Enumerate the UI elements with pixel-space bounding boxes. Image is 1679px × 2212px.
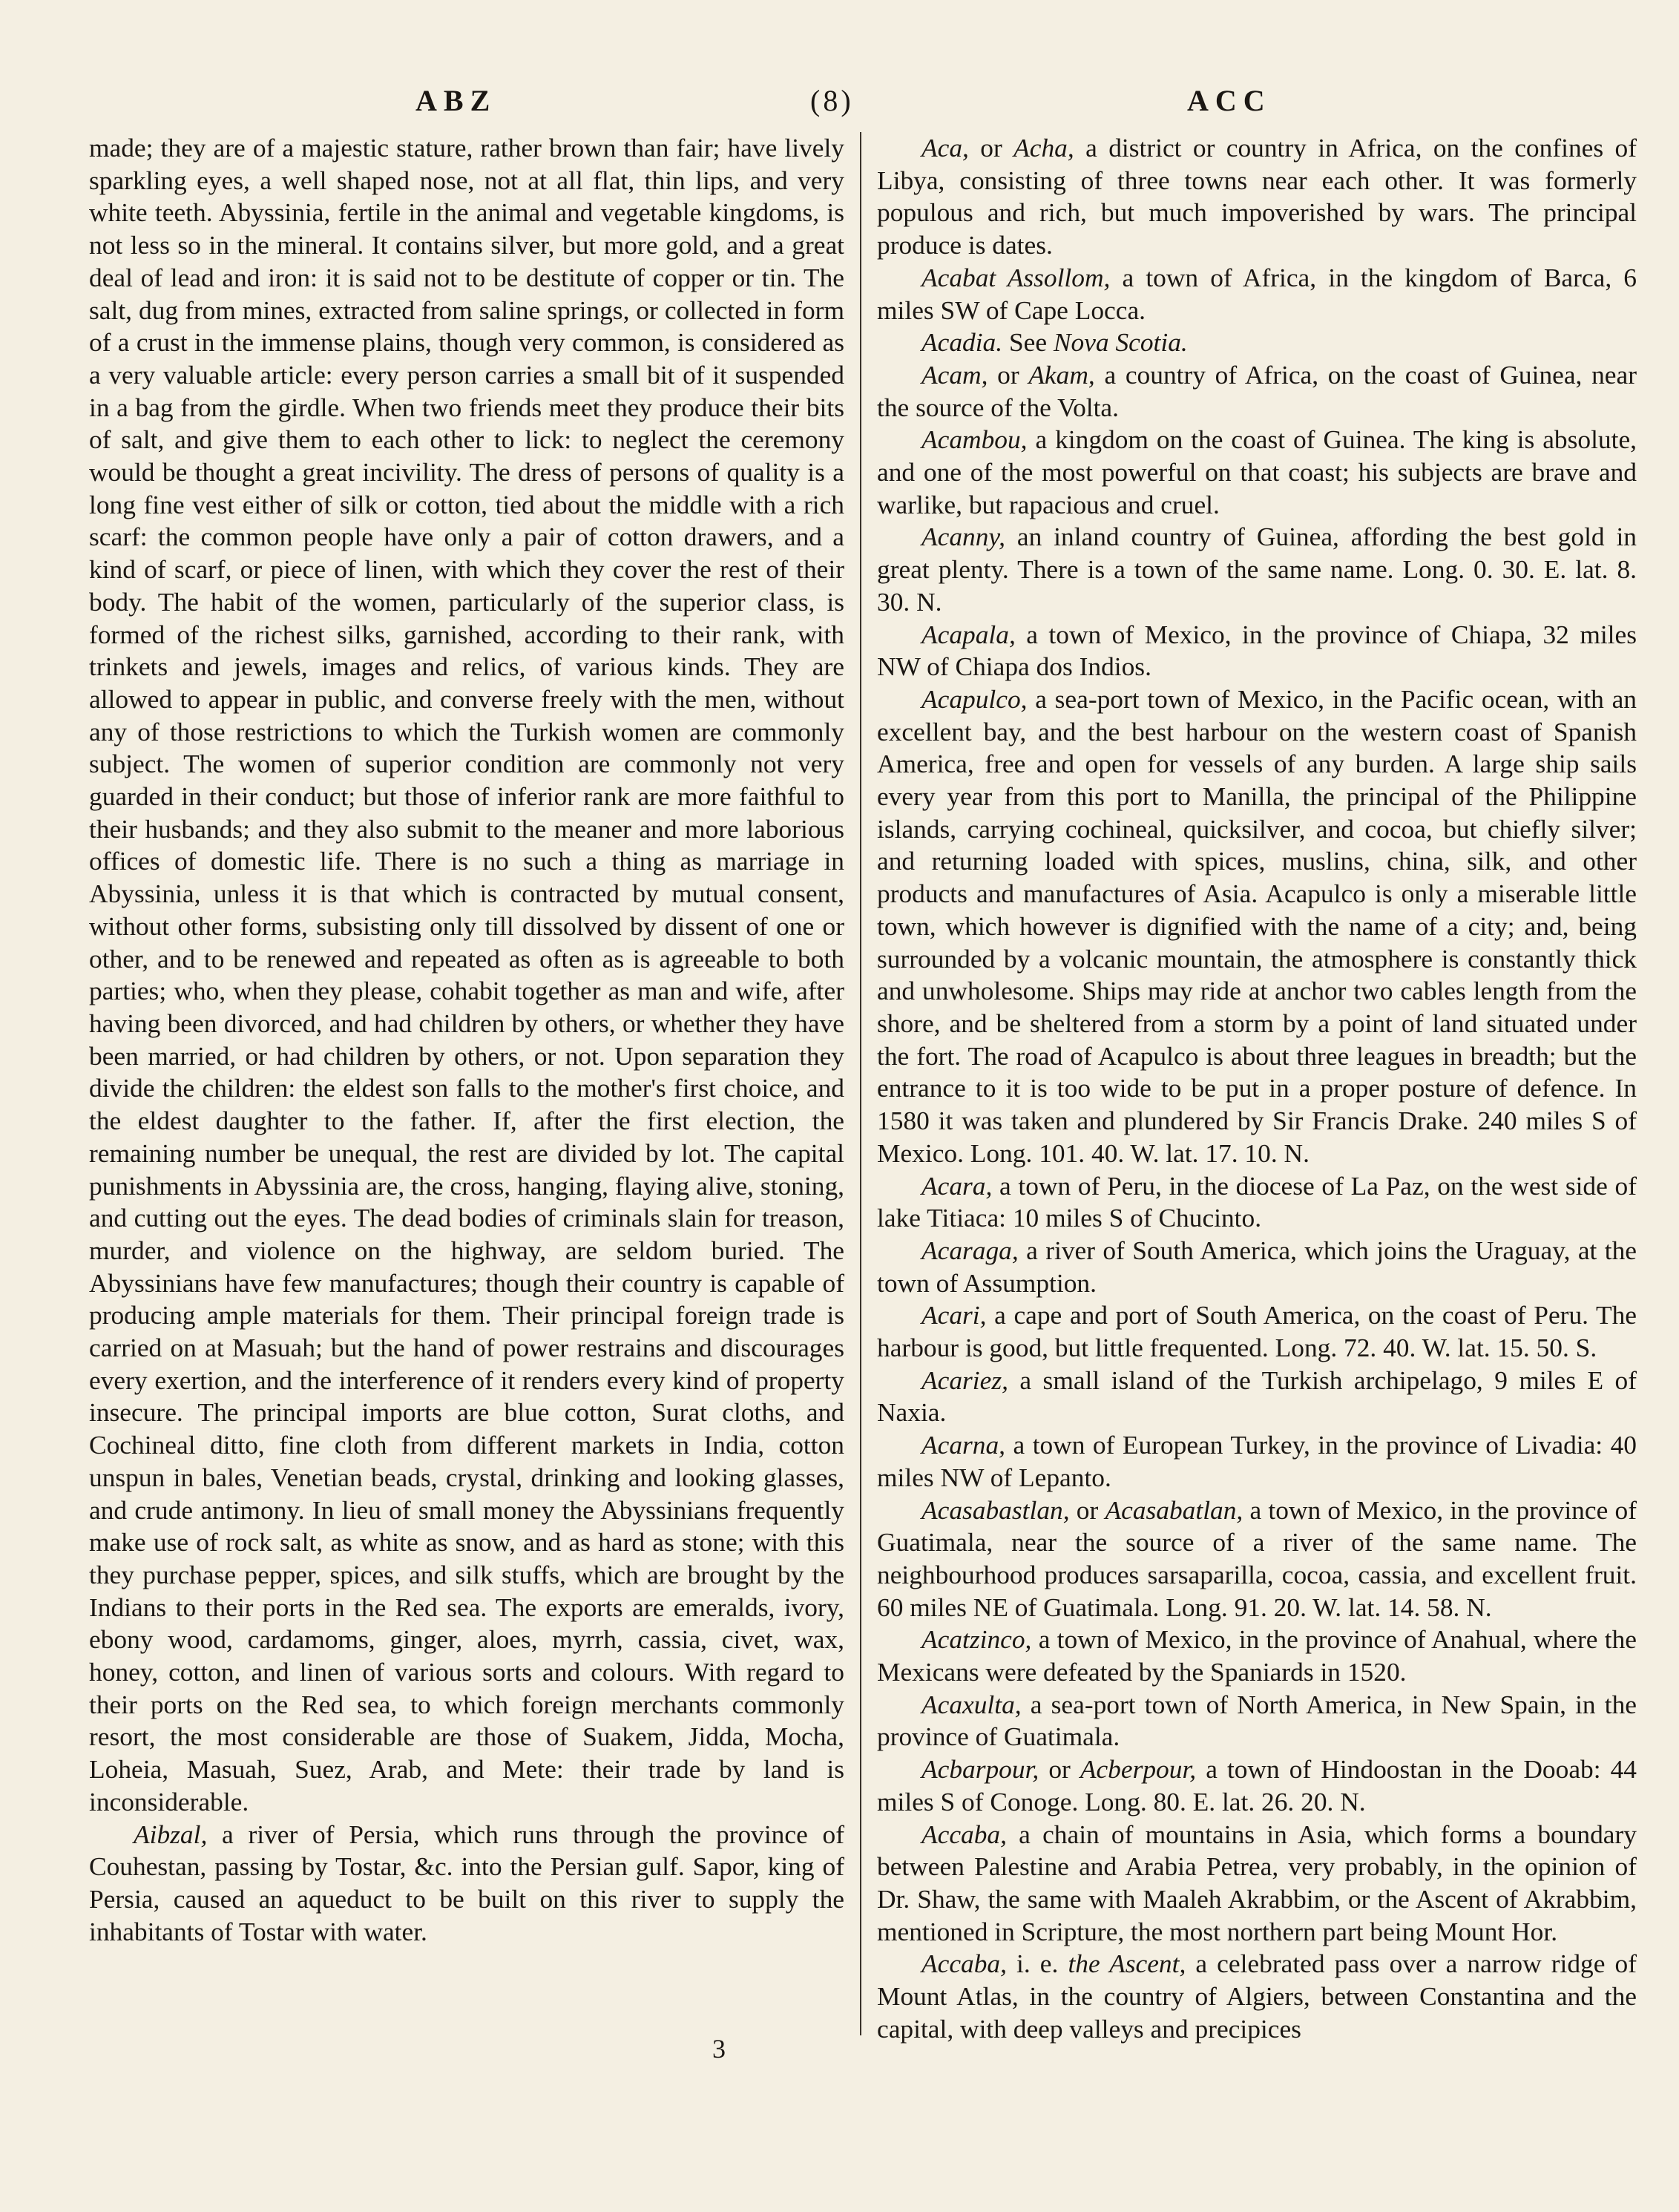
entry-term-alt: Acberpour, xyxy=(1080,1754,1197,1785)
dictionary-entry xyxy=(877,1365,1637,1429)
entry-term: Accaba, xyxy=(921,1819,1007,1849)
entry-text: a town of Peru, in the diocese of La Paz, on the west side of lake Titiaca: 10 miles S of Chucinto. xyxy=(877,1170,1637,1233)
dictionary-entry xyxy=(877,1624,1637,1688)
entry-connector: or xyxy=(1069,1494,1105,1525)
entry-term: Acabat Assollom, xyxy=(921,262,1111,292)
entry-text: a cape and port of South America, on the coast of Peru. The harbour is good, but little frequented. Long. 72. 40. W. lat. 15. 50. S. xyxy=(877,1300,1637,1363)
dictionary-entry xyxy=(877,683,1637,1170)
entry-term: Accaba, xyxy=(921,1949,1007,1979)
entry-text: a town of Mexico, in the province of Anahual, where the Mexicans were defeated by the Spaniards in 1520. xyxy=(877,1624,1637,1687)
entry-term-alt: Akam, xyxy=(1028,359,1095,390)
entry-connector: or xyxy=(968,133,1014,163)
dictionary-entry xyxy=(877,1753,1637,1818)
page-number: (8) xyxy=(810,84,854,117)
entry-term-alt: the Ascent, xyxy=(1068,1949,1186,1979)
entry-text: a town of Mexico, in the province of Chiapa, 32 miles NW of Chiapa dos Indios. xyxy=(877,619,1637,682)
entry-term: Acaxulta, xyxy=(921,1689,1022,1719)
entry-text: a small island of the Turkish archipelago, 9 miles E of Naxia. xyxy=(877,1365,1637,1428)
dictionary-entry xyxy=(877,1299,1637,1364)
dictionary-entry xyxy=(877,1235,1637,1299)
entry-term: Aca, xyxy=(921,133,969,163)
dictionary-entry xyxy=(877,619,1637,683)
entry-text: a sea-port town of North America, in New Spain, in the province of Guatimala. xyxy=(877,1689,1637,1752)
dictionary-entry xyxy=(877,326,1637,359)
entry-term: Aibzal, xyxy=(134,1819,208,1849)
entry-term: Acarna, xyxy=(921,1430,1006,1460)
entry-text: a town of Hindoostan in the Dooab: 44 miles S of Conoge. Long. 80. E. lat. 26. 20. N. xyxy=(877,1754,1637,1816)
entry-term: Acam, xyxy=(921,359,988,390)
dictionary-entry xyxy=(877,1429,1637,1494)
dictionary-entry xyxy=(877,1819,1637,1949)
dictionary-entry xyxy=(877,132,1637,262)
entry-text: a sea-port town of Mexico, in the Pacific ocean, with an excellent bay, and the best harbour on the western coast of Spanish America, free and open for vessels of any burden. A large ship sails every year from this port to Manilla, the principal of the Philippine islands, carrying cochineal, quicksilver, and cocoa, but chiefly silver; and returning loaded with spices, muslins, china, silk, and other products and manufactures of Asia. Acapulco is only a miserable little town, which however is dignified with the name of a city; and, being surrounded by a volcanic mountain, the atmosphere is constantly thick and unwholesome. Ships may ride at anchor two cables length from the shore, and be sheltered from a storm by a point of land situated under the fort. The road of Acapulco is about three leagues in breadth; but the entrance to it is too wide to be put in a proper posture of defence. In 1580 it was taken and plundered by Sir Francis Drake. 240 miles S of Mexico. Long. 101. 40. W. lat. 17. 10. N. xyxy=(877,683,1637,1168)
entry-text: a town of European Turkey, in the province of Livadia: 40 miles NW of Lepanto. xyxy=(877,1430,1637,1492)
dictionary-entry xyxy=(877,424,1637,521)
entry-term: Acadia. xyxy=(921,327,1003,358)
dictionary-entry xyxy=(877,262,1637,326)
continued-paragraph: made; they are of a majestic stature, rather brown than fair; have lively sparkling eyes, a well shaped nose, not at all flat, thin lips, and very white teeth. Abyssinia, fertile in the animal and vegetable kingdoms, is not less so in the mineral. It contains silver, but more gold, and a great deal of lead and iron: it is said not to be destitute of copper or tin. The salt, dug from mines, extracted from saline springs, or collected in form of a crust in the immense plains, though very common, is considered as a very valuable article: every person carries a small bit of it suspended in a bag from the girdle. When two friends meet they produce their bits of salt, and give them to each other to lick: to neglect the ceremony would be thought a great incivility. The dress of persons of quality is a long fine vest either of silk or cotton, tied about the middle with a rich scarf: the common people have only a pair of cotton drawers, and a kind of scarf, or piece of linen, with which they cover the rest of their body. The habit of the women, particularly of the superior class, is formed of the richest silks, garnished, according to their rank, with trinkets and jewels, images and relics, of various kinds. They are allowed to appear in public, and converse freely with the men, without any of those restrictions to which the Turkish women are commonly subject. The women of superior condition are commonly not very guarded in their conduct; but those of inferior rank are more faithful to their husbands; and they also submit to the meaner and more laborious offices of domestic life. There is no such a thing as marriage in Abyssinia, unless it is that which is contracted by mutual consent, without other forms, subsisting only till dissolved by dissent of one or other, and to be renewed and repeated as often as is agreeable to both parties; who, when they please, cohabit together as man and wife, after having been divorced, and had children by others, or whether they have been married, or had children by others, or not. Upon separation they divide the children: the eldest son falls to the mother's first choice, and the eldest daughter to the father. If, after the first election, the remaining number be unequal, the rest are divided by lot. The capital punishments in Abyssinia are, the cross, hanging, flaying alive, stoning, and cutting out the eyes. The dead bodies of criminals slain for treason, murder, and violence on the highway, are seldom buried. The Abyssinians have few manufactures; though their country is capable of producing ample materials for them. Their principal foreign trade is carried on at Masuah; but the hand of power restrains and discourages every exertion, and the interference of it renders every kind of property insecure. The principal imports are blue cotton, Surat cloths, and Cochineal ditto, fine cloth from different markets in India, cotton unspun in bales, Venetian beads, crystal, drinking and looking glasses, and crude antimony. In lieu of small money the Abyssinians frequently make use of rock salt, as white as snow, and as hard as stone; with this they purchase pepper, spices, and silk stuffs, which are brought by the Indians to their ports in the Red sea. The exports are emeralds, ivory, ebony wood, cardamoms, ginger, aloes, myrrh, cassia, civet, wax, honey, cotton, and linen of various sorts and colours. With regard to their ports on the Red sea, to which foreign merchants commonly resort, the most considerable are those of Suakem, Jidda, Mocha, Loheia, Masuah, Suez, Arab, and Mete: their trade by land is inconsiderable. xyxy=(89,133,844,1816)
entry-text: a town of Africa, in the kingdom of Barca, 6 miles SW of Cape Locca. xyxy=(877,262,1637,325)
entry-text: a celebrated pass over a narrow ridge of Mount Atlas, in the country of Algiers, between Constantina and the capital, with deep valleys and precipices xyxy=(877,1949,1637,2044)
entry-term: Acapulco, xyxy=(921,683,1028,714)
entry-text: an inland country of Guinea, affording the best gold in great plenty. There is a town of the same name. Long. 0. 30. E. lat. 8. 30. N. xyxy=(877,522,1637,617)
entry-connector: i. e. xyxy=(1006,1949,1068,1979)
entry-term: Acatzinco, xyxy=(921,1624,1032,1655)
dictionary-entry xyxy=(877,1170,1637,1235)
dictionary-entry xyxy=(877,1948,1637,2045)
entry-term: Acaraga, xyxy=(921,1235,1019,1265)
entry-term: Acasabastlan, xyxy=(921,1494,1070,1525)
running-head-right: ACC xyxy=(1187,84,1272,117)
dictionary-entry xyxy=(877,359,1637,424)
entry-connector: See xyxy=(1002,327,1054,358)
entry-text: a country of Africa, on the coast of Guinea, near the source of the Volta. xyxy=(877,359,1637,422)
entry-term: Acariez, xyxy=(921,1365,1008,1395)
entry-term-alt: Acha, xyxy=(1013,133,1074,163)
signature-mark: 3 xyxy=(712,2034,726,2064)
entry-text: a town of Mexico, in the province of Guatimala, near the source of a river of the same name. The neighbourhood produces sarsaparilla, cocoa, cassia, and excellent fruit. 60 miles NE of Guatimala. Long. 91. 20. W. lat. 14. 58. N. xyxy=(877,1494,1637,1622)
entry-aibzal xyxy=(89,1819,844,1949)
entry-text: a river of Persia, which runs through the province of Couhestan, passing by Tostar, &c. into the Persian gulf. Sapor, king of Persia, caused an aqueduct to be built on this river to supply the inhabitants of Tostar with water. xyxy=(89,1819,844,1946)
entry-text: a river of South America, which joins the Uraguay, at the town of Assumption. xyxy=(877,1235,1637,1298)
entry-term: Acambou, xyxy=(921,424,1028,455)
entry-term-alt: Nova Scotia. xyxy=(1053,327,1188,358)
entry-connector: or xyxy=(988,359,1029,390)
entry-term: Acara, xyxy=(921,1170,993,1201)
entry-text: a chain of mountains in Asia, which forms a boundary between Palestine and Arabia Petrea, very probably, in the opinion of Dr. Shaw, the same with Maaleh Akrabbim, or the Ascent of Akrabbim, mentioned in Scripture, the most northern part being Mount Hor. xyxy=(877,1819,1637,1946)
entry-term: Acbarpour, xyxy=(921,1754,1039,1785)
dictionary-entry xyxy=(877,1689,1637,1753)
dictionary-entry xyxy=(877,521,1637,618)
left-column xyxy=(89,132,844,1948)
column-rule xyxy=(860,132,861,2035)
dictionary-entry xyxy=(877,1494,1637,1624)
right-column xyxy=(877,132,1637,2045)
entry-connector: or xyxy=(1039,1754,1080,1785)
entry-term: Acanny, xyxy=(921,522,1006,552)
entry-term-alt: Acasabatlan, xyxy=(1105,1494,1243,1525)
entry-text: a district or country in Africa, on the confines of Libya, consisting of three towns near each other. It was formerly populous and rich, but much impoverished by wars. The principal produce is dates. xyxy=(877,133,1637,260)
running-head-left: ABZ xyxy=(415,84,497,117)
entry-term: Acapala, xyxy=(921,619,1016,649)
entry-text: a kingdom on the coast of Guinea. The king is absolute, and one of the most powerful on that coast; his subjects are brave and warlike, but rapacious and cruel. xyxy=(877,424,1637,519)
entry-term: Acari, xyxy=(921,1300,987,1330)
